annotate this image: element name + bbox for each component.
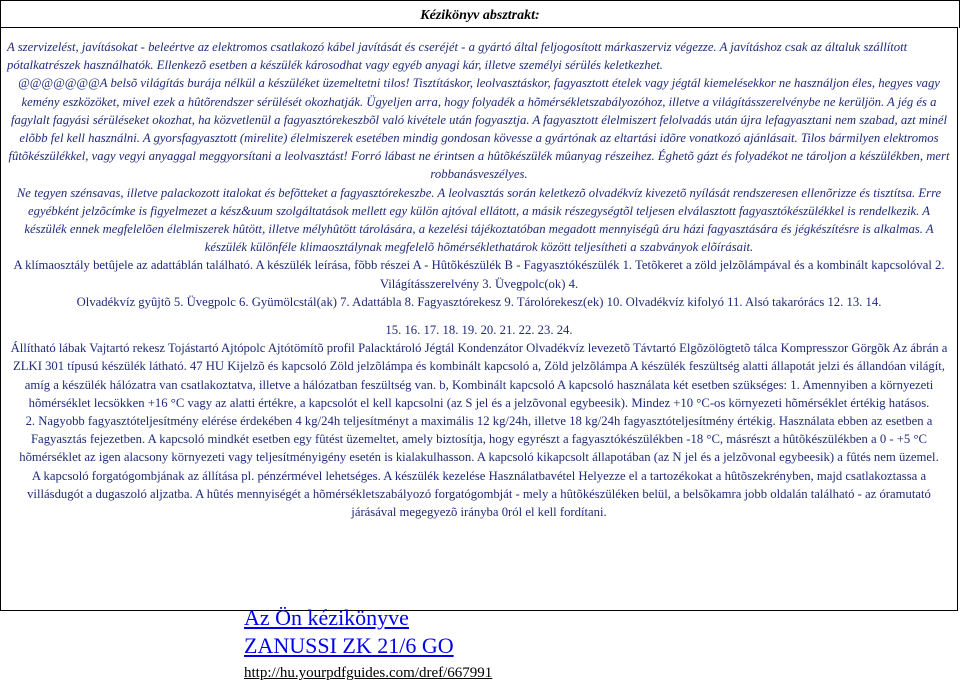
spacer [7, 311, 951, 321]
paragraph-parts-desc: Állítható lábak Vajtartó rekesz Tojástartó Ajtópolc Ajtótömítõ profil Palacktároló Jégtál Kondenzátor Olvadékvíz levezetõ Távtartó Elgõzölögtetõ tálca Kompresszor Görgõk Az ábrán a ZLKI 301 típusú készülék látható. 47 HU Kijelzõ és kapcsoló Zöld jelzõlámpa és kombinált kapcsoló a, Zöld jelzõlámpa A készülék feszültség alatti állapotát jelzi és állandóan világít, amíg a készülék hálózatra van csatlakoztatva, illetve a hálózatban feszültség van. b, Kombinált kapcsoló A kapcsoló használata két esetben szükséges: 1. Amennyiben a környezeti hõmérséklet lecsökken +16 °C vagy az alatti értékre, a kapcsolót el kell kapcsolni (az S jel és a jelzõvonal egybeesik). Mindez +10 °C-os környezeti hõmérséklet értékig hatásos. [10, 341, 948, 410]
paragraph-parts-list: Olvadékvíz gyûjtõ 5. Üvegpolc 6. Gyümölcstál(ak) 7. Adattábla 8. Fagyasztórekesz 9. Tárolórekesz(ek) 10. Olvadékvíz kifolyó 11. Alsó takarórács 12. 13. 14. [76, 294, 882, 309]
paragraph-service: A szervizelést, javításokat - beleértve az elektromos csatlakozó kábel javítását és cseréjét - a gyártó által feljogosított márkaszerviz végezze. A javításhoz csak az általuk szállított pótalkatrészek használhatók. Ellenkezõ esetben a készülék károsodhat vagy egyéb anyagi kár, illetve személyi sérülés keletkezhet. [7, 40, 908, 73]
manual-links [244, 604, 492, 684]
paragraph-usage: Ne tegyen szénsavas, illetve palackozott italokat és befõtteket a fagyasztórekeszbe. A leolvasztás során keletkezõ olvadékvíz kivezetõ nyílását rendszeresen ellenõrizze és tisztítsa. Erre egyébként jelzõcímke is figyelmezet a kész&uum szolgáltatások mellett egy külön ajtóval ellátott, a másik részegységtõl teljesen elválasztott fagyasztókészülékkel is rendelkezik. A készülék ennek megfelelõen élelmiszerek hûtött, illetve mélyhûtött tárolására, a kezelési tájékoztatóban megadott mennyiségû áru házi fagyasztására és jégkészítésre is alkalmas. A készülék különféle klimaosztálynak megfelelõ hõmérséklethatárok között teljesítheti a szabványok elõírásait. [16, 185, 942, 255]
page-title: Kézikönyv absztrakt: [420, 8, 540, 23]
manual-link[interactable]: Az Ön kézikönyve [244, 605, 409, 630]
paragraph-parts-numbers: 15. 16. 17. 18. 19. 20. 21. 22. 23. 24. [385, 323, 573, 338]
paragraph-operation: A kapcsoló forgatógombjának az állítása pl. pénzérmével lehetséges. A készülék kezelése Használatbavétel Helyezze el a tartozékokat a hûtõszekrényben, majd csatlakoztassa a villásdugót a dugaszoló aljzatba. A hûtés mennyiségét a hõmérsékletszabályozó forgatógombját - mely a hûtõkészüléken belül, a belsõkamra jobb oldalán található - az óramutató járásával megegyezõ irányba 0ról el kell fordítani. [27, 468, 931, 520]
abstract-body [0, 27, 958, 611]
paragraph-capacity: 2. Nagyobb fagyasztóteljesítmény elérése érdekében 4 kg/24h teljesítményt a maximális 12 kg/24h, illetve 18 kg/24h fagyasztóteljesítmény értékig. Használata ebben az esetben a Fagyasztás fejezetben. A kapcsoló mindkét esetben egy fûtést üzemeltet, amely biztosítja, hogy egyrészt a fagyasztókészülékben -18 °C, másrészt a hûtõkészülékben a 0 - +5 °C hõmérséklet az igen alacsony környezeti vagy teljesítményigény esetén is kialakulhasson. A kapcsoló kikapcsolt állapotában (az N jel és a jelzõvonal egybeesik) a fûtés nem üzemel. [19, 414, 939, 465]
url-link[interactable]: http://hu.yourpdfguides.com/dref/667991 [244, 665, 493, 681]
title-bar [0, 0, 960, 28]
paragraph-climate-class: A klímaosztály betûjele az adattáblán található. A készülék leírása, fõbb részei A - Hûtõkészülék B - Fagyasztókészülék 1. Tetõkeret a zöld jelzõlámpával és a kombinált kapcsolóval 2. Világításszerelvény 3. Üvegpolc(ok) 4. [13, 258, 945, 291]
paragraph-safety: @@@@@@@A belsõ világítás burája nélkül a készüléket üzemeltetni tilos! Tisztításkor, leolvasztáskor, fagyasztott ételek vagy jégtál kiemelésekkor ne használjon éles, hegyes vagy kemény eszközöket, mivel ezek a hûtõrendszer sérülését okozhatják. Ügyeljen arra, hogy folyadék a hõmérsékletszabályozóhoz, illetve a világításszerelvénybe ne kerüljön. A jég és a fagylalt fagyási sérüléseket okozhat, ha közvetlenül a fagyasztórekeszbõl való kivétele után fogyasztja. A fagyasztott élelmiszert felolvadás után újra lefagyasztani nem szabad, azt minél elõbb fel kell használni. A gyorsfagyasztott (mirelite) élelmiszerek esetében mindig gondosan kövesse a gyártónak az eltartási idõre vonatkozó ajánlásait. Tilos bármilyen elektromos fûtõkészülékkel, vagy vegyi anyaggal meggyorsítani a leolvasztást! Forró lábast ne érintsen a hûtõkészülék mûanyag részeihez. Éghetõ gázt és folyadékot ne tároljon a készülékben, mert robbanásveszélyes. [8, 76, 950, 182]
product-link[interactable]: ZANUSSI ZK 21/6 GO [244, 633, 454, 658]
